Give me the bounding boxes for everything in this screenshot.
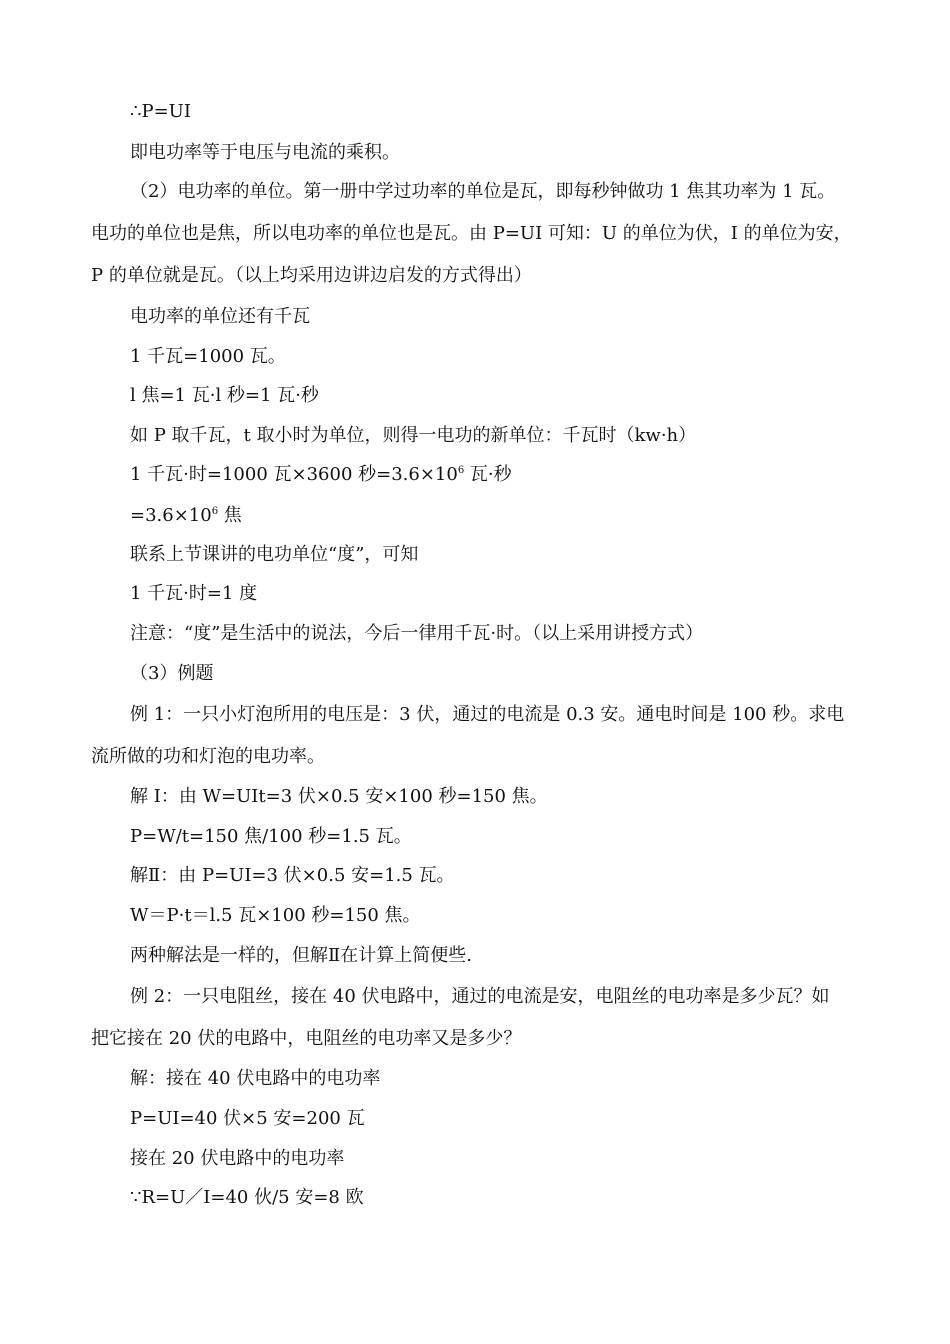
formula-part: =3.6×10 xyxy=(130,505,212,526)
formula-line: ∴P=UI xyxy=(130,101,191,122)
formula-line: ∵R=U／I=40 伙/5 安=8 欧 xyxy=(130,1187,364,1208)
formula-line: P=UI=40 伏×5 安=200 瓦 xyxy=(130,1108,365,1129)
section-heading: （3）例题 xyxy=(130,663,214,684)
paragraph-line: 电功的单位也是焦，所以电功率的单位也是瓦。由 P=UI 可知：U 的单位为伏，I 的单位为安， xyxy=(91,223,852,244)
exponent: 6 xyxy=(457,465,465,476)
example-line: 例 1：一只小灯泡所用的电压是：3 伏，通过的电流是 0.3 安。通电时间是 100 秒。求电 xyxy=(130,704,845,725)
example-line: 例 2：一只电阻丝，接在 40 伏电路中，通过的电流是安，电阻丝的电功率是多少瓦？如 xyxy=(130,986,830,1007)
text-line: 电功率的单位还有千瓦 xyxy=(130,306,310,327)
formula-line: l 焦=1 瓦·l 秒=1 瓦·秒 xyxy=(130,385,319,406)
note-line: 注意：“度”是生活中的说法，今后一律用千瓦·时。（以上采用讲授方式） xyxy=(130,623,704,644)
exponent: 6 xyxy=(211,506,219,517)
solution-line: W＝P·t＝l.5 瓦×100 秒=150 焦。 xyxy=(130,905,421,926)
formula-line xyxy=(130,504,242,528)
solution-line: 接在 20 伏电路中的电功率 xyxy=(130,1148,345,1169)
text-line: 如 P 取千瓦，t 取小时为单位，则得一电功的新单位：千瓦时（kw·h） xyxy=(130,425,697,446)
example-line: 流所做的功和灯泡的电功率。 xyxy=(91,746,325,767)
example-line: 把它接在 20 伏的电路中，电阻丝的电功率又是多少？ xyxy=(91,1028,522,1049)
text-line: 两种解法是一样的，但解Ⅱ在计算上简便些. xyxy=(130,945,472,966)
text-line: 联系上节课讲的电功单位“度”，可知 xyxy=(130,544,419,565)
formula-line: 1 千瓦·时=1 度 xyxy=(130,583,258,604)
paragraph-line: （2）电功率的单位。第一册中学过功率的单位是瓦，即每秒钟做功 1 焦其功率为 1 瓦。 xyxy=(130,181,836,202)
solution-line: 解 I：由 W=UIt=3 伏×0.5 安×100 秒=150 焦。 xyxy=(130,786,548,807)
formula-line xyxy=(130,463,512,487)
solution-line: P=W/t=150 焦/100 秒=1.5 瓦。 xyxy=(130,826,412,847)
solution-line: 解Ⅱ：由 P=UI=3 伏×0.5 安=1.5 瓦。 xyxy=(130,865,455,886)
formula-part: 瓦·秒 xyxy=(464,464,512,485)
text-line: 即电功率等于电压与电流的乘积。 xyxy=(130,142,400,163)
formula-part: 1 千瓦·时=1000 瓦×3600 秒=3.6×10 xyxy=(130,464,458,485)
paragraph-line: P 的单位就是瓦。（以上均采用边讲边启发的方式得出） xyxy=(91,265,532,286)
formula-line: 1 千瓦=1000 瓦。 xyxy=(130,346,286,367)
solution-line: 解：接在 40 伏电路中的电功率 xyxy=(130,1068,381,1089)
formula-part: 焦 xyxy=(218,505,242,526)
